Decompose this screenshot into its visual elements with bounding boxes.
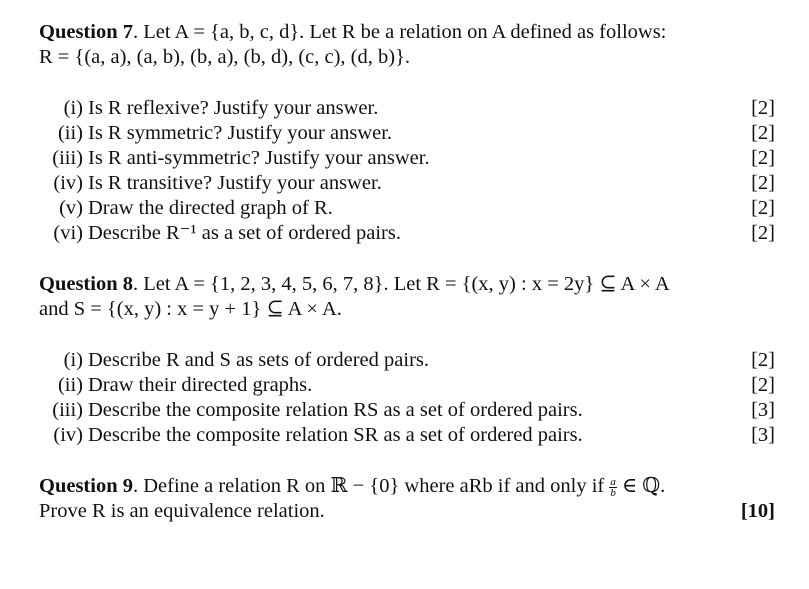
part-mark: [2] — [751, 172, 775, 194]
question-7-parts — [39, 96, 775, 246]
part-mark: [3] — [751, 424, 775, 446]
part-mark: [2] — [751, 197, 775, 219]
part-number: (iv) — [53, 424, 83, 446]
question-9 — [39, 474, 775, 524]
part-text: Describe R and S as sets of ordered pairs. — [88, 349, 430, 371]
question-8-line-2: and S = {(x, y) : x = y + 1} ⊆ A × A. — [39, 298, 342, 320]
part-text: Is R transitive? Justify your answer. — [88, 172, 382, 194]
question-7-part-v — [39, 196, 775, 221]
question-7-part-vi — [39, 221, 775, 246]
question-9-statement — [39, 474, 775, 499]
question-7-part-iii — [39, 146, 775, 171]
question-9-label: Question 9 — [39, 475, 133, 497]
question-9-mark: [10] — [740, 500, 775, 522]
part-text: Describe the composite relation SR as a set of ordered pairs. — [88, 424, 583, 446]
question-7-statement — [39, 20, 775, 70]
part-text: Is R anti-symmetric? Justify your answer. — [88, 147, 430, 169]
part-text: Is R reflexive? Justify your answer. — [88, 97, 379, 119]
part-number: (v) — [59, 197, 83, 219]
question-8-part-i — [39, 348, 775, 373]
part-number: (ii) — [57, 122, 83, 144]
question-8-statement — [39, 272, 775, 322]
question-7-part-ii — [39, 121, 775, 146]
fraction-numerator: a — [610, 475, 616, 488]
part-number: (vi) — [53, 222, 83, 244]
question-8-label: Question 8 — [39, 273, 133, 295]
part-mark: [2] — [751, 147, 775, 169]
question-7-line-1: . Let A = {a, b, c, d}. Let R be a relation on A defined as follows: — [132, 21, 667, 43]
part-text: Draw the directed graph of R. — [88, 197, 333, 219]
fraction-a-over-b — [609, 477, 617, 498]
part-number: (iv) — [53, 172, 83, 194]
question-9-line-2-row — [39, 499, 775, 524]
question-7-line-2: R = {(a, a), (a, b), (b, a), (b, d), (c, c), (d, b)}. — [39, 46, 411, 68]
part-text: Describe the composite relation RS as a set of ordered pairs. — [88, 399, 583, 421]
part-number: (i) — [63, 97, 83, 119]
question-8-parts — [39, 348, 775, 448]
part-mark: [2] — [751, 97, 775, 119]
question-9-line-1-pre: . Define a relation R on ℝ − {0} where aRb if and only if — [132, 475, 605, 497]
part-mark: [3] — [751, 399, 775, 421]
exam-page — [39, 20, 775, 524]
part-mark: [2] — [751, 122, 775, 144]
part-text: Draw their directed graphs. — [88, 374, 313, 396]
part-number: (ii) — [57, 374, 83, 396]
question-8-line-1: . Let A = {1, 2, 3, 4, 5, 6, 7, 8}. Let R = {(x, y) : x = 2y} ⊆ A × A — [132, 273, 670, 295]
question-9-line-2: Prove R is an equivalence relation. — [39, 500, 325, 522]
question-9-line-1-post: ∈ ℚ. — [621, 475, 666, 497]
question-8-part-iii — [39, 398, 775, 423]
part-mark: [2] — [751, 222, 775, 244]
part-number: (i) — [63, 349, 83, 371]
part-text: Is R symmetric? Justify your answer. — [88, 122, 393, 144]
question-8 — [39, 272, 775, 448]
fraction-denominator: b — [610, 486, 616, 499]
part-mark: [2] — [751, 349, 775, 371]
question-8-part-ii — [39, 373, 775, 398]
part-number: (iii) — [52, 147, 83, 169]
part-text: Describe R⁻¹ as a set of ordered pairs. — [88, 222, 401, 244]
question-7 — [39, 20, 775, 246]
question-7-part-i — [39, 96, 775, 121]
part-mark: [2] — [751, 374, 775, 396]
question-7-label: Question 7 — [39, 21, 133, 43]
question-7-part-iv — [39, 171, 775, 196]
part-number: (iii) — [52, 399, 83, 421]
question-8-part-iv — [39, 423, 775, 448]
